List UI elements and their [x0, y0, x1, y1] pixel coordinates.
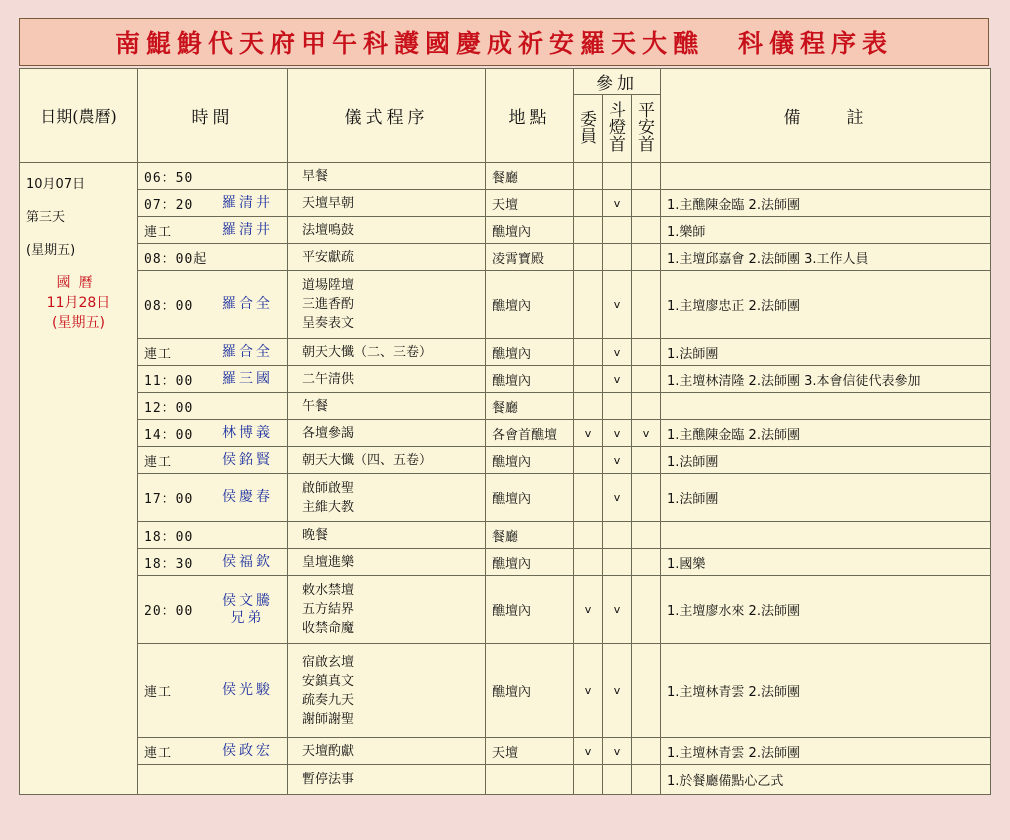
- committee-mark: [574, 765, 603, 795]
- officiant-name: 羅三國: [222, 370, 273, 387]
- committee-mark: v: [574, 576, 603, 644]
- solar-label: 國曆: [56, 275, 101, 291]
- ceremony-item: 天壇酌獻: [302, 743, 355, 759]
- officiant: [222, 425, 281, 442]
- ceremony-item: 皇壇進樂: [302, 554, 355, 570]
- table-row: [20, 190, 991, 217]
- time-text: 連工: [144, 346, 173, 362]
- officiant-name: 侯銘賢: [222, 451, 273, 468]
- ceremony-item: 二午清供: [302, 371, 355, 387]
- table-row: [20, 271, 991, 339]
- ceremony-item: 收禁命魔: [302, 621, 355, 636]
- location-cell: 醮壇內: [486, 366, 574, 393]
- committee-mark: [574, 522, 603, 549]
- committee-mark: [574, 190, 603, 217]
- lamp-head-mark: v: [603, 738, 632, 765]
- committee-mark: [574, 244, 603, 271]
- peace-head-mark: [632, 765, 661, 795]
- table-row: [20, 366, 991, 393]
- ceremony-item: 朝天大懺（四、五卷）: [302, 452, 433, 468]
- header-lamp-head-text: 斗燈首: [609, 101, 630, 155]
- officiant: [222, 452, 281, 469]
- header-committee: [574, 95, 603, 163]
- committee-mark: [574, 217, 603, 244]
- lamp-head-mark: v: [603, 339, 632, 366]
- remarks-cell: [661, 522, 991, 549]
- weekday: (星期五): [26, 243, 76, 258]
- remarks-cell: 1.樂師: [661, 217, 991, 244]
- officiant: [222, 195, 281, 212]
- time-cell: [138, 271, 288, 339]
- peace-head-mark: [632, 549, 661, 576]
- table-row: [20, 474, 991, 522]
- peace-head-mark: [632, 522, 661, 549]
- ceremony-cell: [288, 217, 486, 244]
- officiant: [222, 222, 281, 239]
- title-main: 南鯤鯓代天府甲午科護國慶成祈安羅天大醮: [114, 29, 704, 58]
- ceremony-cell: [288, 522, 486, 549]
- time-text: 12：00: [144, 400, 194, 416]
- time-cell: [138, 420, 288, 447]
- ceremony-cell: [288, 339, 486, 366]
- time-text: 06：50: [144, 170, 194, 186]
- time-cell: [138, 163, 288, 190]
- committee-mark: [574, 393, 603, 420]
- lamp-head-mark: [603, 217, 632, 244]
- lamp-head-mark: [603, 522, 632, 549]
- time-text: 20：00: [144, 604, 194, 619]
- location-cell: 凌霄寶殿: [486, 244, 574, 271]
- table-row: [20, 576, 991, 644]
- officiant-name: 羅清井: [222, 221, 273, 238]
- time-cell: [138, 244, 288, 271]
- lamp-head-mark: v: [603, 644, 632, 738]
- ceremony-cell: [288, 244, 486, 271]
- ceremony-item: 朝天大懺（二、三卷）: [302, 344, 433, 360]
- lamp-head-mark: v: [603, 447, 632, 474]
- ceremony-item: 各壇參謁: [302, 425, 355, 441]
- officiant-name: 侯政宏: [222, 742, 273, 759]
- ceremony-item: 三進香酌: [302, 297, 355, 312]
- ceremony-cell: [288, 420, 486, 447]
- remarks-cell: 1.主壇林青雲 2.法師團: [661, 738, 991, 765]
- peace-head-mark: [632, 393, 661, 420]
- title-sub: 科儀程序表: [738, 29, 894, 58]
- time-text: 連工: [144, 224, 173, 240]
- location-cell: 醮壇內: [486, 447, 574, 474]
- time-cell: [138, 447, 288, 474]
- peace-head-mark: [632, 339, 661, 366]
- lamp-head-mark: [603, 765, 632, 795]
- remarks-cell: 1.主醮陳金臨 2.法師團: [661, 190, 991, 217]
- time-cell: [138, 549, 288, 576]
- committee-mark: [574, 447, 603, 474]
- time-cell: [138, 474, 288, 522]
- peace-head-mark: [632, 474, 661, 522]
- time-cell: [138, 339, 288, 366]
- table-row: [20, 339, 991, 366]
- time-cell: [138, 576, 288, 644]
- officiant: [222, 296, 281, 313]
- time-text: 連工: [144, 454, 173, 470]
- ceremony-item: 啟師啟聖: [302, 480, 355, 496]
- committee-mark: [574, 339, 603, 366]
- peace-head-mark: v: [632, 420, 661, 447]
- ceremony-cell: [288, 474, 486, 522]
- header-participate: 參加: [574, 69, 661, 95]
- officiant-name: 林博義: [222, 424, 273, 441]
- ceremony-cell: [288, 644, 486, 738]
- time-cell: [138, 765, 288, 795]
- peace-head-mark: [632, 366, 661, 393]
- time-text: 連工: [144, 685, 173, 700]
- table-row: [20, 447, 991, 474]
- ceremony-cell: [288, 576, 486, 644]
- peace-head-mark: [632, 576, 661, 644]
- solar-weekday: (星期五): [52, 315, 105, 331]
- location-cell: 天壇: [486, 190, 574, 217]
- lamp-head-mark: [603, 244, 632, 271]
- time-cell: [138, 738, 288, 765]
- ceremony-cell: [288, 447, 486, 474]
- ceremony-item: 疏奏九天: [302, 692, 355, 708]
- officiant: [222, 743, 281, 760]
- committee-mark: [574, 366, 603, 393]
- time-text: 08：00: [144, 299, 194, 314]
- day-number: 第三天: [26, 210, 66, 225]
- remarks-cell: 1.主壇廖忠正 2.法師團: [661, 271, 991, 339]
- ceremony-item: 謝師謝聖: [302, 711, 355, 727]
- ceremony-item: 宿啟玄壇: [302, 654, 355, 670]
- peace-head-mark: [632, 447, 661, 474]
- location-cell: 醮壇內: [486, 217, 574, 244]
- officiant-name: 羅清井: [222, 194, 273, 211]
- committee-mark: v: [574, 644, 603, 738]
- solar-date: 11月28日: [46, 295, 111, 311]
- ceremony-item: 主維大教: [302, 499, 355, 515]
- time-text: 14：00: [144, 427, 194, 443]
- ceremony-item: 天壇早朝: [302, 195, 355, 211]
- ceremony-item: 早餐: [302, 168, 329, 184]
- time-text: 18：00: [144, 529, 194, 545]
- header-time: 時間: [138, 69, 288, 163]
- ceremony-item: 法壇鳴鼓: [302, 222, 355, 238]
- remarks-cell: 1.法師團: [661, 447, 991, 474]
- location-cell: 餐廳: [486, 522, 574, 549]
- time-cell: [138, 393, 288, 420]
- committee-mark: [574, 163, 603, 190]
- remarks-cell: [661, 163, 991, 190]
- time-cell: [138, 522, 288, 549]
- time-text: 連工: [144, 745, 173, 761]
- ceremony-item: 暫停法事: [302, 772, 355, 787]
- officiant-name: 侯光駿: [222, 682, 273, 698]
- location-cell: 天壇: [486, 738, 574, 765]
- header-ceremony: 儀式程序: [288, 69, 486, 163]
- lamp-head-mark: v: [603, 576, 632, 644]
- time-text: 18：30: [144, 556, 194, 572]
- peace-head-mark: [632, 738, 661, 765]
- time-cell: [138, 366, 288, 393]
- lamp-head-mark: v: [603, 474, 632, 522]
- officiant-name: 侯文騰: [222, 592, 273, 609]
- header-peace-head: [632, 95, 661, 163]
- peace-head-mark: [632, 163, 661, 190]
- ceremony-item: 晚餐: [302, 527, 329, 543]
- ceremony-cell: [288, 549, 486, 576]
- peace-head-mark: [632, 190, 661, 217]
- ceremony-item: 午餐: [302, 398, 329, 414]
- time-text: 07：20: [144, 197, 194, 213]
- peace-head-mark: [632, 271, 661, 339]
- lamp-head-mark: v: [603, 190, 632, 217]
- ceremony-item: 敕水禁壇: [302, 583, 355, 598]
- time-cell: [138, 217, 288, 244]
- location-cell: 醮壇內: [486, 644, 574, 738]
- location-cell: [486, 765, 574, 795]
- officiant: [222, 489, 281, 506]
- location-cell: 醮壇內: [486, 271, 574, 339]
- remarks-cell: 1.法師團: [661, 474, 991, 522]
- officiant: [222, 371, 281, 388]
- header-remarks: 備 註: [661, 69, 991, 163]
- officiant: [222, 344, 281, 361]
- remarks-cell: 1.於餐廳備點心乙式: [661, 765, 991, 795]
- table-row: [20, 522, 991, 549]
- ceremony-cell: [288, 765, 486, 795]
- committee-mark: v: [574, 420, 603, 447]
- table-row: [20, 393, 991, 420]
- time-cell: [138, 644, 288, 738]
- officiant-name: 侯慶春: [222, 489, 273, 505]
- committee-mark: [574, 271, 603, 339]
- remarks-cell: 1.主壇林清隆 2.法師團 3.本會信徒代表參加: [661, 366, 991, 393]
- lamp-head-mark: v: [603, 420, 632, 447]
- time-cell: [138, 190, 288, 217]
- location-cell: 餐廳: [486, 393, 574, 420]
- time-text: 11：00: [144, 373, 194, 389]
- remarks-cell: 1.法師團: [661, 339, 991, 366]
- officiant-name: 羅合全: [222, 343, 273, 360]
- officiant: [222, 554, 281, 571]
- lamp-head-mark: [603, 393, 632, 420]
- ceremony-cell: [288, 738, 486, 765]
- ceremony-item: 呈奏表文: [302, 316, 355, 331]
- committee-mark: v: [574, 738, 603, 765]
- peace-head-mark: [632, 217, 661, 244]
- officiant-name: 侯福欽: [222, 553, 273, 570]
- ceremony-item: 道場陞壇: [302, 278, 355, 293]
- ceremony-cell: [288, 271, 486, 339]
- header-peace-head-text: 平安首: [638, 101, 659, 155]
- remarks-cell: 1.國樂: [661, 549, 991, 576]
- lamp-head-mark: v: [603, 271, 632, 339]
- officiant: [222, 593, 281, 627]
- table-row: [20, 244, 991, 271]
- table-row: [20, 738, 991, 765]
- schedule-table: [19, 68, 991, 795]
- table-row: [20, 420, 991, 447]
- time-text: 17：00: [144, 492, 194, 507]
- header-location: 地點: [486, 69, 574, 163]
- location-cell: 醮壇內: [486, 576, 574, 644]
- remarks-cell: [661, 393, 991, 420]
- ceremony-item: 平安獻疏: [302, 249, 355, 265]
- lamp-head-mark: v: [603, 366, 632, 393]
- header-date: 日期(農曆): [20, 69, 138, 163]
- header-lamp-head: [603, 95, 632, 163]
- header-committee-text: 委員: [580, 109, 601, 147]
- peace-head-mark: [632, 244, 661, 271]
- ceremony-cell: [288, 163, 486, 190]
- remarks-cell: 1.主壇林青雲 2.法師團: [661, 644, 991, 738]
- table-row: [20, 765, 991, 795]
- ceremony-cell: [288, 393, 486, 420]
- location-cell: 醮壇內: [486, 474, 574, 522]
- peace-head-mark: [632, 644, 661, 738]
- committee-mark: [574, 549, 603, 576]
- time-text: 08：00起: [144, 251, 208, 267]
- officiant: [222, 682, 281, 699]
- location-cell: 餐廳: [486, 163, 574, 190]
- ceremony-item: 五方結界: [302, 602, 355, 617]
- lunar-date: 10月07日: [26, 177, 86, 192]
- table-row: [20, 644, 991, 738]
- location-cell: 醮壇內: [486, 339, 574, 366]
- ceremony-item: 安鎮真文: [302, 673, 355, 689]
- remarks-cell: 1.主壇廖水來 2.法師團: [661, 576, 991, 644]
- date-cell: [20, 163, 138, 795]
- ceremony-cell: [288, 190, 486, 217]
- lamp-head-mark: [603, 163, 632, 190]
- table-row: [20, 217, 991, 244]
- remarks-cell: 1.主壇邱嘉會 2.法師團 3.工作人員: [661, 244, 991, 271]
- table-row: [20, 549, 991, 576]
- page-title: [19, 18, 989, 66]
- ceremony-cell: [288, 366, 486, 393]
- officiant-name: 兄弟: [230, 609, 265, 626]
- remarks-cell: 1.主醮陳金臨 2.法師團: [661, 420, 991, 447]
- committee-mark: [574, 474, 603, 522]
- officiant-name: 羅合全: [222, 296, 273, 312]
- lamp-head-mark: [603, 549, 632, 576]
- location-cell: 醮壇內: [486, 549, 574, 576]
- table-row: [20, 163, 991, 190]
- location-cell: 各會首醮壇: [486, 420, 574, 447]
